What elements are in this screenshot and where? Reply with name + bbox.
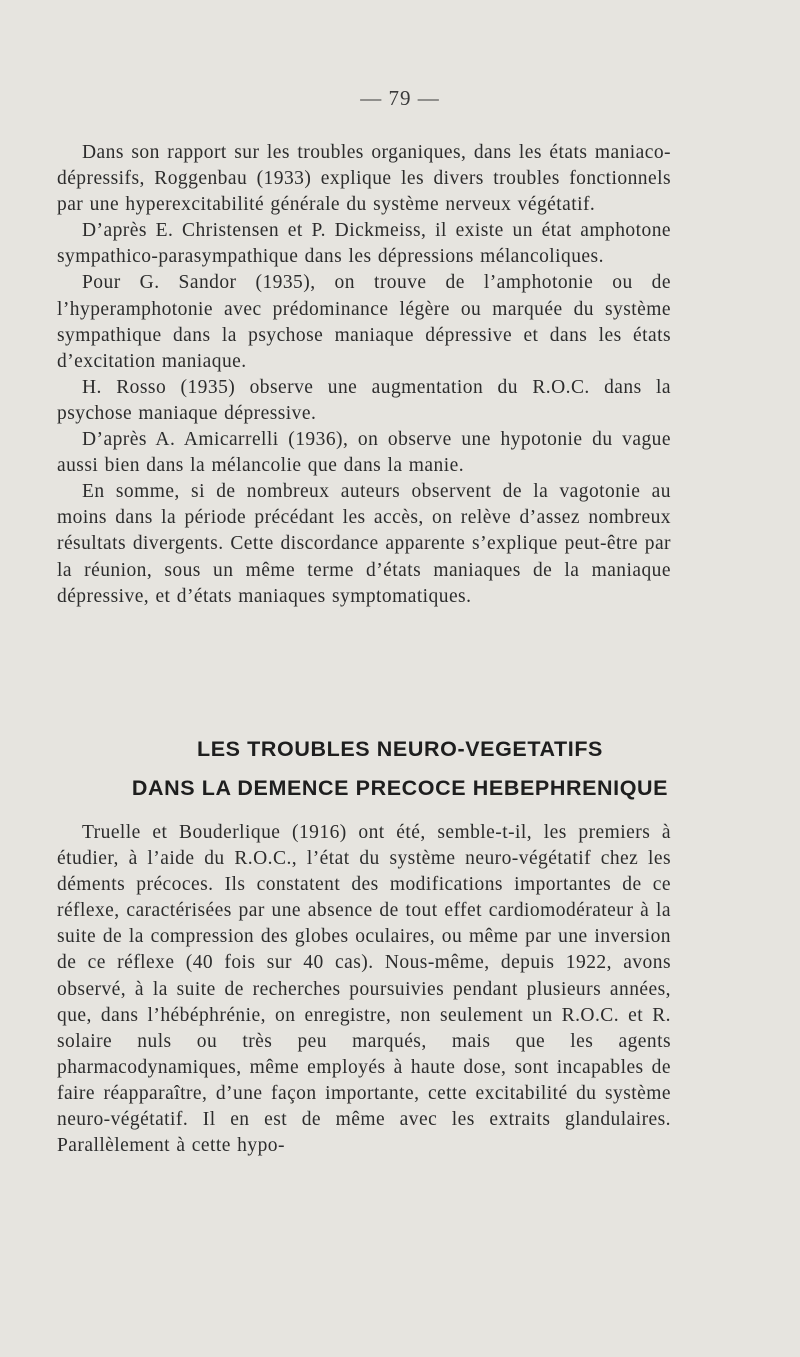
paragraph: Truelle et Bouderlique (1916) ont été, semble-t-il, les premiers à étudier, à l’aide du R.O.C., l’état du système neuro-végétatif chez les déments précoces. Ils constatent des modifications importantes de ce réflexe, caractérisées par une absence de tout effet cardiomodérateur à la suite de la compression des globes oculaires, ou même par une inversion de ce réflexe (40 fois sur 40 cas). Nous-même, depuis 1922, avons observé, à la suite de recherches poursuivies pendant plusieurs années, que, dans l’hébéphrénie, on enregistre, non seulement un R.O.C. et R. solaire nuls ou très peu marqués, mais que les agents pharmacodynamiques, même employés à haute dose, sont incapables de faire réapparaître, d’une façon importante, cette excitabilité du système neuro-végétatif. Il en est de même avec les extraits glandulaires. Parallèlement à cette hypo- xyxy=(57,822,671,1157)
section-title-line-2: DANS LA DEMENCE PRECOCE HEBEPHRENIQUE xyxy=(131,776,669,800)
paragraph: En somme, si de nombreux auteurs observent de la vagotonie au moins dans la période précédant les accès, on relève d’assez nombreux résultats divergents. Cette discordance apparente s’explique peut-être par la réunion, sous un même terme d’états maniaques de la maniaque dépressive, et d’états maniaques symptomatiques. xyxy=(57,481,671,607)
paragraph: Dans son rapport sur les troubles organiques, dans les états maniaco-dépressifs, Roggenbau (1933) explique les divers troubles fonctionnels par une hyperexcitabilité générale du système nerveux végétatif. xyxy=(57,142,671,216)
paragraph: H. Rosso (1935) observe une augmentation du R.O.C. dans la psychose maniaque dépressive. xyxy=(57,376,671,424)
paragraph: D’après A. Amicarrelli (1936), on observe une hypotonie du vague aussi bien dans la mélancolie que dans la manie. xyxy=(57,429,671,477)
paragraph: D’après E. Christensen et P. Dickmeiss, il existe un état amphotone sympathico-parasympathique dans les dépressions mélancoliques. xyxy=(57,220,671,268)
paragraph: Pour G. Sandor (1935), on trouve de l’amphotonie ou de l’hyperamphotonie avec prédominance légère ou marquée du système sympathique dans la psychose maniaque dépressive et dans les états d’excitation maniaque. xyxy=(57,272,671,372)
section-title-line-1: LES TROUBLES NEURO-VEGETATIFS xyxy=(196,737,603,761)
section-text xyxy=(57,820,671,1159)
page-number: — 79 — xyxy=(360,86,440,110)
section-heading xyxy=(0,730,800,808)
intro-text xyxy=(57,140,671,610)
